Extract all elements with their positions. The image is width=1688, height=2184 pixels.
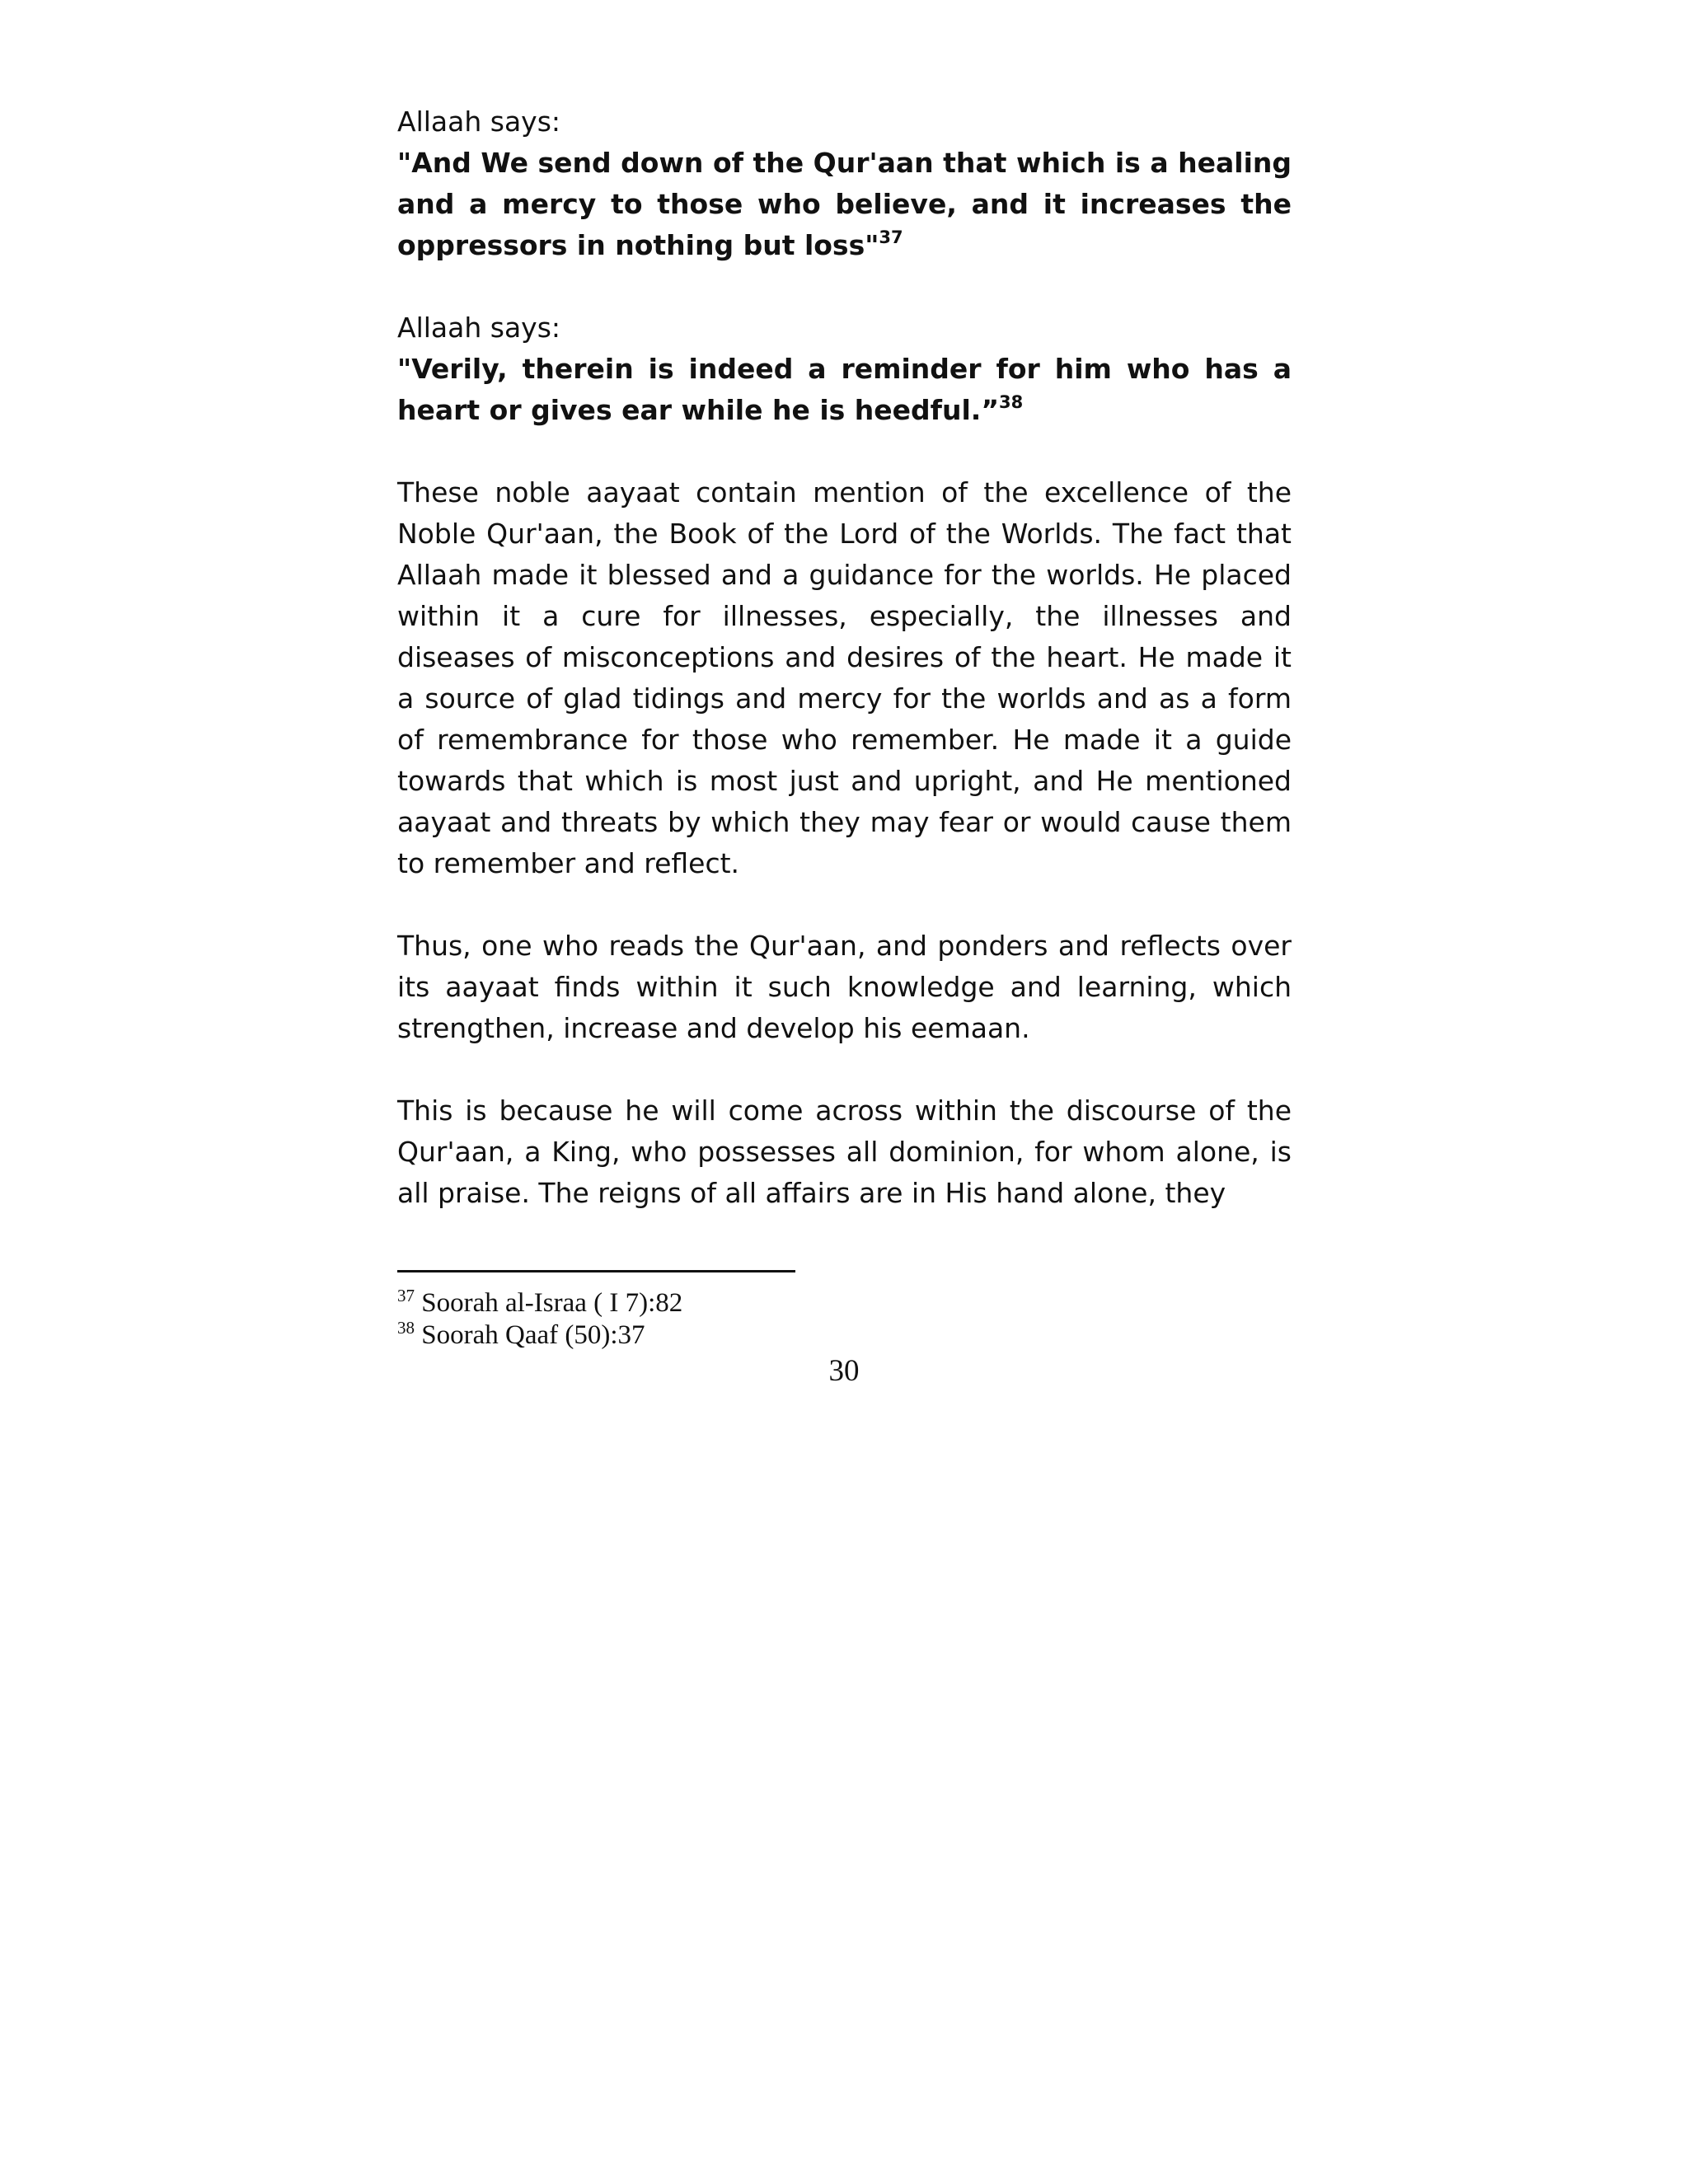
footnote-number: 38 [397, 1318, 415, 1338]
quran-quote-2-text: "Verily, therein is indeed a reminder for him who has a heart or gives ear while he is heedful.” [397, 353, 1292, 426]
paragraph-spacer [397, 884, 1292, 926]
footnotes [397, 1287, 1292, 1352]
body-paragraph-2: Thus, one who reads the Qur'aan, and ponders and reflects over its aayaat finds within it such knowledge and learning, which strengthen, increase and develop his eemaan. [397, 930, 1292, 1044]
footnote-separator [397, 1270, 795, 1272]
footnote-ref-38[interactable]: 38 [999, 392, 1024, 412]
footnote-number: 37 [397, 1286, 415, 1305]
quote-intro-2: Allaah says: [397, 312, 561, 344]
footnote-37 [397, 1287, 1292, 1319]
quran-quote-2 [397, 349, 1292, 431]
footnote-ref-37[interactable]: 37 [879, 227, 903, 247]
quran-quote-1-text: "And We send down of the Qur'aan that which is a healing and a mercy to those who believe, and it increases the oppressors in nothing but loss" [397, 147, 1292, 261]
quran-quote-1 [397, 143, 1292, 266]
quote-intro-1: Allaah says: [397, 105, 561, 138]
footnote-38 [397, 1319, 1292, 1352]
body-paragraph-3: This is because he will come across within the discourse of the Qur'aan, a King, who possesses all dominion, for whom alone, is all praise. The reigns of all affairs are in His hand alone, they [397, 1094, 1292, 1209]
body-paragraph-1: These noble aayaat contain mention of the excellence of the Noble Qur'aan, the Book of the Lord of the Worlds. The fact that Allaah made it blessed and a guidance for the worlds. He placed within it a cure for illnesses, especially, the illnesses and diseases of misconceptions and desires of the heart. He made it a source of glad tidings and mercy for the worlds and as a form of remembrance for those who remember. He made it a guide towards that which is most just and upright, and He mentioned aayaat and threats by which they may fear or would cause them to remember and reflect. [397, 476, 1292, 879]
paragraph-spacer [397, 1049, 1292, 1090]
footnote-text: Soorah Qaaf (50):37 [421, 1320, 645, 1350]
body-text-column [397, 101, 1292, 1214]
footnote-text: Soorah al-Israa ( I 7):82 [421, 1288, 683, 1318]
paragraph-spacer [397, 431, 1292, 472]
page-number: 30 [828, 1354, 860, 1388]
paragraph-spacer [397, 266, 1292, 307]
